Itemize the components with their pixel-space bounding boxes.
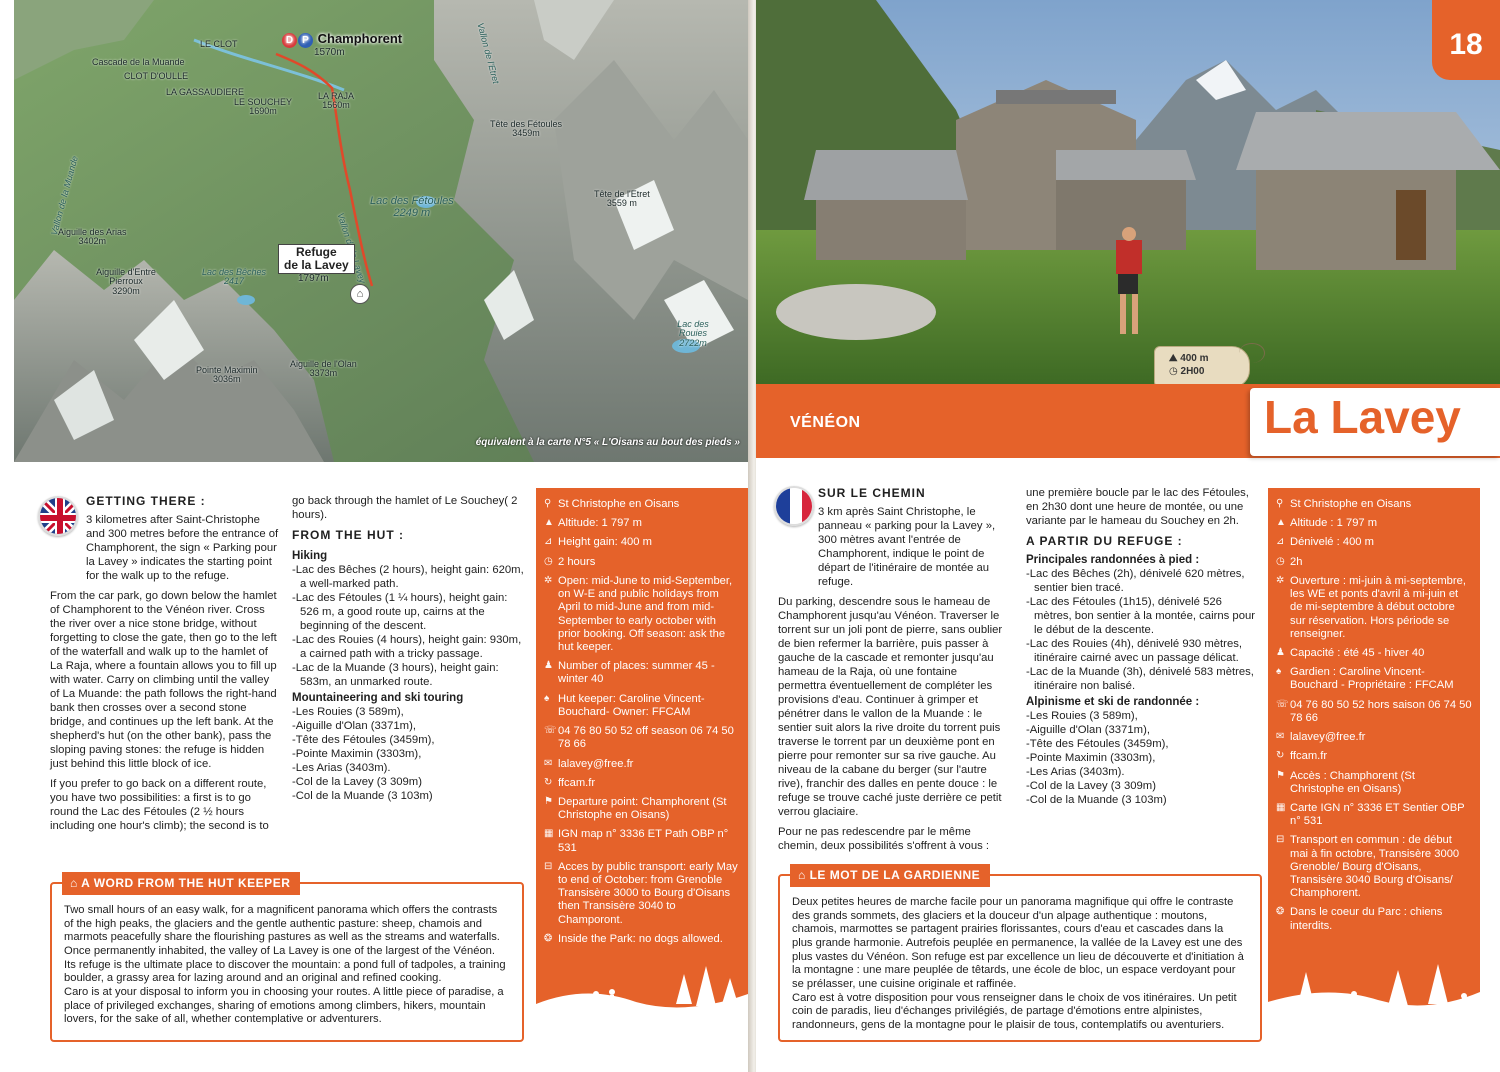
stats-tag — [1154, 346, 1250, 388]
summit-item-fr: -Pointe Maximin (3303m), — [1026, 752, 1156, 765]
sur-le-chemin-heading: SUR LE CHEMIN — [818, 486, 926, 500]
getting-there-p2: From the car park, go down below the hamlet of Champhorent to the Vénéon river. Cross the river over a nice stone bridge, without forgetting to close the gate, then go to the left of the waterfall and walk up to the hamlet of La Raja, where a fountain allows you to fill up with water. Carry on climbing until the valley of La Muande: the path follows the right-hand bank then crosses over a second stone bridge, and continues up the left bank. At the shepherd's hut (on the other bank), pass the sloping paving stones: the refuge is hidden just behind this little block of ice. — [50, 589, 277, 770]
chemin-continued: une première boucle par le lac des Fétoules, en 2h30 dont une heure de montée, ou une variante par le hameau du Souchey en 2h. — [1026, 487, 1249, 527]
info-row-duration: ◷ 2h — [1276, 555, 1303, 568]
house-icon: ⌂ — [798, 868, 810, 882]
summit-item: -Les Rouies (3 589m), — [292, 706, 404, 719]
map-label-maximin: Pointe Maximin 3036m — [196, 365, 258, 385]
map-label-souchey: LE SOUCHEY 1690m — [234, 97, 293, 117]
flag-icon: ⚑ — [544, 795, 553, 807]
sur-le-chemin-section — [778, 486, 1008, 859]
info-row-location: ⚲ St Christophe en Oisans — [1276, 498, 1412, 510]
hike-item-fr: -Lac des Rouies (4h), dénivelé 930 mètres, itinéraire cairné avec un passage délicat. — [1026, 638, 1243, 665]
trail-map — [14, 0, 748, 462]
map-label-tete-etret: Tête de l'Etret 3559 m — [594, 189, 650, 209]
summit-item-fr: -Les Rouies (3 589m), — [1026, 710, 1138, 723]
elevation-stat: ⛰ 400 m — [1169, 353, 1209, 364]
info-row-departure: ⚑ Accès : Champhorent (St Christophe en Oisans) — [1276, 769, 1415, 795]
summit-item: -Col de la Lavey (3 309m) — [292, 776, 422, 789]
getting-there-p3: If you prefer to go back on a different route, you have two possibilities: a first is to go round the Lac des Fétoules (2 ½ hours including one hour's climb); the second is to — [50, 777, 269, 832]
map-label-refuge: Refuge de la Lavey — [278, 244, 355, 274]
hut-keeper-quote — [50, 876, 524, 1042]
flag-icon: ⚑ — [1276, 769, 1285, 781]
page-title: La Lavey — [1264, 391, 1461, 443]
alpinisme-subheading: Alpinisme et ski de randonnée : — [1026, 696, 1200, 709]
right-page — [756, 0, 1500, 1072]
people-icon: ♟ — [544, 660, 553, 672]
elevation-icon: ⛰ — [1169, 353, 1181, 364]
info-row-transport: ⊟ Acces by public transport: early May to end of October: from Grenoble Transisère 3000 to Bourg d'Oisans then Transisère 3040 to Champoront. — [544, 860, 738, 926]
departure-pin-icon: D — [282, 33, 297, 48]
getting-there-heading: GETTING THERE : — [86, 494, 206, 508]
gardienne-quote-text2: Caro est à votre disposition pour vous renseigner dans le choix de vos itinéraires. Un petit coin de paradis, lieu d'échanges privilégiés, de partage d'émotions entre alpinistes, randonneurs, gens de la montagne pour le plaisir de tous, contemplatifs ou aventuriers. — [792, 991, 1237, 1031]
info-row-height-gain: ⊿ Height gain: 400 m — [544, 536, 652, 549]
keeper-icon: ♠ — [1276, 666, 1282, 678]
info-row-opening: ✲ Open: mid-June to mid-September, on W-E and public holidays from April to mid-June and from mid-September to early october with prior booking. Off season: ask the hut keeper. — [544, 574, 733, 653]
title-box — [1250, 388, 1500, 456]
mountain-icon: ▲ — [544, 517, 554, 529]
map-label-refuge-alt: 1797m — [298, 273, 329, 284]
info-row-places: ♟ Number of places: summer 45 - winter 40 — [544, 660, 715, 686]
summit-item: -Aiguille d'Olan (3371m), — [292, 720, 416, 733]
info-row-map: ▦ Carte IGN n° 3336 ET Sentier OBP n° 531 — [1276, 801, 1465, 828]
hut-keeper-quote-heading: ⌂ A WORD FROM THE HUT KEEPER — [62, 872, 300, 895]
info-row-opening: ✲ Ouverture : mi-juin à mi-septembre, les WE et ponts d'avril à mi-juin et de mi-septembre à début octobre sur réservation. Hors période se renseigner. — [1276, 574, 1466, 640]
bus-icon: ⊟ — [1276, 834, 1285, 846]
gardienne-quote-heading: ⌂ LE MOT DE LA GARDIENNE — [790, 864, 990, 887]
map-label-gassaudiere: LA GASSAUDIERE — [166, 87, 245, 97]
chemin-p2: Du parking, descendre sous le hameau de Champhorent jusqu'au Vénéon. Traverser le torrent sur un joli pont de pierre, sans oublier de bien refermer la barrière, puis passer à gauche de la cascade et remonter jusqu'au hameau de la Raja, où une fontaine permettra éventuellement de compléter les provisions d'eau. Continuer à grimper et pénétrer dans le vallon de la Muande : le sentier suit alors la rive droite du torrent puis traverse le torrent par un deuxième pont en pierre pour remonter sur sa rive gauche. Au niveau de la cabane du berger (sur l'autre rive), franchir des dalles en pente douce : le refuge se trouve caché juste derrière ce petit verrou glaciaire. — [778, 595, 1003, 818]
summit-item: -Col de la Muande (3 103m) — [292, 790, 433, 803]
info-panel-en — [536, 488, 748, 1034]
map-icon: ▦ — [544, 828, 554, 840]
summit-item-fr: -Tête des Fétoules (3459m), — [1026, 738, 1169, 751]
info-row-places: ♟ Capacité : été 45 - hiver 40 — [1276, 646, 1425, 659]
map-label-lac-fetoules: Lac des Fétoules 2249 m — [370, 195, 454, 219]
slope-icon: ⊿ — [1276, 536, 1285, 548]
refuge-photo — [756, 0, 1500, 384]
info-row-keeper: ♠ Hut keeper: Caroline Vincent-Bouchard- Owner: FFCAM — [544, 692, 705, 718]
hut-keeper-quote-text2: Caro is at your disposal to inform you in choosing your routes. A little piece of paradise, a place of privileged exchanges, sharing of emotions among climbers, hikers, mountain lovers, for the sake of all, whether contemplative or adventurers. — [64, 985, 504, 1026]
info-row-departure: ⚑ Departure point: Champhorent (St Christophe en Oisans) — [544, 795, 727, 822]
map-label-tete-fetoules: Tête des Fétoules 3459m — [490, 119, 563, 139]
map-label-entre-pierroux: Aiguille d'Entre Pierroux 3290m — [96, 267, 156, 296]
info-row-keeper: ♠ Gardien : Caroline Vincent-Bouchard - Propriétaire : FFCAM — [1276, 666, 1454, 692]
tag-string — [1239, 343, 1265, 363]
map-icon: ▦ — [1276, 801, 1286, 813]
hut-keeper-quote-text: Two small hours of an easy walk, for a magnificent panorama which offers the contrasts of the high peaks, the glaciers and the gentle authentic pasture: sheep, chamois and marmots peacefully share the flourishing pastures as well as the streams and waterfalls. Once permanently inhabited, the valley of La Lavey is one of the largest of the Vénéon. Its refuge is the ultimate place to discover the mountain: a pond full of tadpoles, a training boulder, a grassy area for lazing around and an original and refined cooking. — [64, 904, 506, 985]
sun-icon: ✲ — [1276, 574, 1285, 586]
chemin-p3: Pour ne pas redescendre par le même chemin, deux possibilités s'offrent à vous : — [778, 825, 990, 852]
mountaineering-subheading: Mountaineering and ski touring — [292, 692, 464, 705]
summit-item-fr: -Aiguille d'Olan (3371m), — [1026, 724, 1150, 737]
info-row-location: ⚲ St Christophe en Oisans — [544, 498, 680, 510]
info-row-height-gain: ⊿ Dénivelé : 400 m — [1276, 536, 1374, 549]
keeper-icon: ♠ — [544, 692, 550, 704]
location-icon: ⚲ — [544, 498, 552, 509]
hiking-subheading: Hiking — [292, 549, 328, 562]
park-icon: ❂ — [544, 932, 553, 944]
from-hut-section — [292, 494, 524, 803]
hike-item: -Lac des Rouies (4 hours), height gain: 930m, a cairned path with a tricky passage. — [292, 634, 522, 661]
house-icon: ⌂ — [70, 876, 82, 890]
info-row-map: ▦ IGN map n° 3336 ET Path OBP n° 531 — [544, 828, 729, 854]
summit-item: -Tête des Fétoules (3459m), — [292, 734, 435, 747]
a-partir-section — [1026, 486, 1262, 807]
hike-item: -Lac de la Muande (3 hours), height gain: 583m, an unmarked route. — [292, 662, 499, 689]
hike-item: -Lac des Bêches (2 hours), height gain: 620m, a well-marked path. — [292, 564, 524, 591]
summit-item-fr: -Col de la Muande (3 103m) — [1026, 794, 1167, 807]
phone-icon: ☏ — [544, 725, 557, 737]
mountain-silhouette-icon — [1268, 944, 1480, 1034]
page-number: 18 — [1432, 0, 1500, 80]
info-row-park: ❂ Dans le coeur du Parc : chiens interdits. — [1276, 906, 1443, 932]
info-row-altitude: ▲ Altitude : 1 797 m — [1276, 517, 1378, 530]
map-label-olan: Aiguille de l'Olan 3373m — [290, 359, 357, 379]
gardienne-quote — [778, 868, 1262, 1042]
map-label-raja: LA RAJA 1560m — [318, 91, 355, 111]
map-caption: équivalent à la carte N°5 « L'Oisans au bout des pieds » — [475, 437, 740, 448]
summit-item-fr: -Les Arias (3403m). — [1026, 766, 1125, 779]
info-row-web: ↻ ffcam.fr — [1276, 750, 1328, 763]
info-row-altitude: ▲ Altitude: 1 797 m — [544, 517, 642, 530]
mail-icon: ✉ — [544, 757, 553, 769]
from-hut-heading: FROM THE HUT : — [292, 528, 404, 542]
map-label-vallon-muande: Vallon de la Muande — [49, 154, 80, 237]
sun-icon: ✲ — [544, 574, 553, 586]
info-row-email: ✉ lalavey@free.fr — [544, 757, 634, 770]
mountain-silhouette-icon — [536, 944, 748, 1034]
mountain-icon: ▲ — [1276, 517, 1286, 529]
gardienne-quote-text: Deux petites heures de marche facile pour un panorama magnifique qui offre le contraste des grands sommets, des glaciers et la douceur d'un alpage authentique : moutons, chamois, marmottes se partagent prairies florissantes, cours d'eau et cascades dans la plus grande harmonie. Autrefois peuplée en permanence, la vallée de la Lavey est une des plus vastes du Vénéon. Son refuge est par excellence un lieu de découverte et d'initiation à la montagne : une mare peuplée de têtards, une école de bloc, un espace verdoyant pour se prélasser, une cuisine originale et raffinée. — [792, 896, 1244, 990]
map-label-champhorent: D P Champhorent — [282, 32, 402, 48]
map-label-clot-oulle: CLOT D'OULLE — [124, 71, 189, 81]
web-icon: ↻ — [544, 776, 553, 788]
map-label-arias: Aiguille des Arias 3402m — [58, 227, 127, 247]
hike-item-fr: -Lac des Fétoules (1h15), dénivelé 526 mètres, bon sentier à la montée, cairns pour le début de la descente. — [1026, 596, 1256, 637]
phone-icon: ☏ — [1276, 698, 1289, 710]
map-label-le-clot: LE CLOT — [200, 39, 238, 49]
region-label: VÉNÉON — [790, 414, 861, 431]
a-partir-heading: A PARTIR DU REFUGE : — [1026, 534, 1183, 548]
info-row-web: ↻ ffcam.fr — [544, 776, 596, 789]
mail-icon: ✉ — [1276, 731, 1285, 743]
duration-stat: ◷ 2H00 — [1169, 365, 1205, 377]
summit-item-fr: -Col de la Lavey (3 309m) — [1026, 780, 1156, 793]
getting-there-section — [50, 494, 280, 839]
info-row-email: ✉ lalavey@free.fr — [1276, 731, 1366, 744]
map-label-lac-rouies: Lac des Rouies 2722m — [677, 319, 709, 348]
getting-there-continued: go back through the hamlet of Le Souchey( 2 hours). — [292, 495, 518, 521]
hike-item-fr: -Lac de la Muande (3h), dénivelé 583 mètres, itinéraire non balisé. — [1026, 666, 1254, 693]
people-icon: ♟ — [1276, 646, 1285, 658]
clock-icon: ◷ — [1276, 555, 1285, 567]
hike-item-fr: -Lac des Bêches (2h), dénivelé 620 mètres, sentier bien tracé. — [1026, 568, 1245, 595]
parking-pin-icon: P — [298, 33, 313, 48]
map-label-lac-beches: Lac des Bêches 2417 — [202, 267, 267, 287]
clock-icon: ◷ — [544, 555, 553, 567]
info-row-duration: ◷ 2 hours — [544, 555, 596, 568]
info-row-transport: ⊟ Transport en commun : de début mai à fin octobre, Transisère 3000 Grenoble/ Bourg d'Oisans, Transisère 3040 Bourg d'Oisans/ Champhorent. — [1276, 834, 1460, 900]
refuge-photo-image — [756, 0, 1500, 384]
slope-icon: ⊿ — [544, 536, 553, 548]
info-row-phone: ☏ 04 76 80 50 52 off season 06 74 50 78 66 — [544, 725, 734, 751]
timer-icon: ◷ — [1169, 365, 1181, 377]
summit-item: -Les Arias (3403m). — [292, 762, 391, 775]
info-panel-fr — [1268, 488, 1480, 1034]
map-label-cascade: Cascade de la Muande — [92, 57, 185, 67]
info-row-park: ❂ Inside the Park: no dogs allowed. — [544, 932, 723, 945]
map-label-champhorent-alt: 1570m — [314, 47, 345, 58]
getting-there-p1: 3 kilometres after Saint-Christophe and 300 metres before the entrance of Champhorent, the sign « Parking pour la Lavey » indicates the starting point for the walk up to the refuge. — [86, 513, 279, 582]
refuge-hut-icon: ⌂ — [350, 284, 370, 304]
location-icon: ⚲ — [1276, 498, 1284, 509]
title-banner — [756, 384, 1500, 458]
info-row-phone: ☏ 04 76 80 50 52 hors saison 06 74 50 78 66 — [1276, 698, 1472, 724]
bus-icon: ⊟ — [544, 860, 553, 872]
randonnees-subheading: Principales randonnées à pied : — [1026, 553, 1200, 566]
map-label-vallon-lavey: Vallon Lavey — [335, 211, 368, 285]
web-icon: ↻ — [1276, 750, 1285, 762]
hike-item: -Lac des Fétoules (1 ¼ hours), height gain: 526 m, a good route up, cairns at the beginning of the descent. — [292, 592, 508, 633]
summit-item: -Pointe Maximin (3303m), — [292, 748, 422, 761]
map-label-vallon-etret: Vallon de l'Etret — [475, 21, 502, 85]
chemin-p1: 3 km après Saint Christophe, le panneau « parking pour la Lavey », 300 mètres avant l'entrée de Champhorent, indique le point de départ de l'itinéraire de montée au refuge. — [818, 505, 996, 588]
park-icon: ❂ — [1276, 906, 1285, 918]
